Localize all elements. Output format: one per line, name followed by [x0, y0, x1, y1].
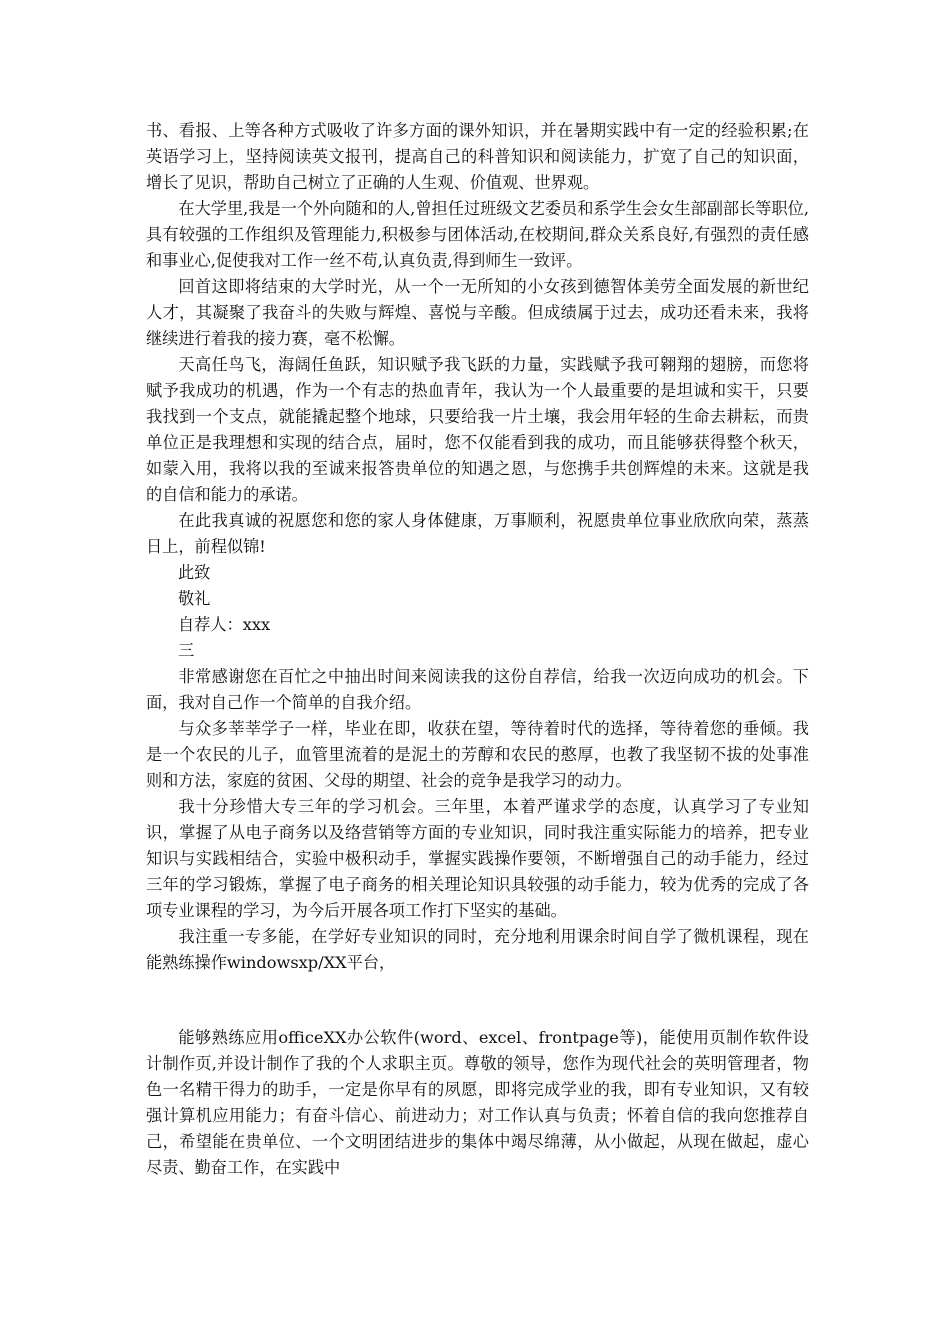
section-number: 三 [178, 641, 195, 660]
paragraph-7: 与众多莘莘学子一样，毕业在即，收获在望，等待着时代的选择，等待着您的垂倾。我是一个农民的儿子，血管里流着的是泥土的芳醇和农民的憨厚，也教了我坚韧不拔的处事准则和方法，家庭的贫困、父母的期望、社会的竞争是我学习的动力。 [146, 719, 809, 790]
paragraph-2: 在大学里,我是一个外向随和的人,曾担任过班级文艺委员和系学生会女生部副部长等职位,具有较强的工作组织及管理能力,积极参与团体活动,在校期间,群众关系良好,有强烈的责任感和事业心,促使我对工作一丝不苟,认真负责,得到师生一致评。 [146, 199, 809, 270]
document-page [146, 118, 809, 1181]
paragraph-4: 天高任鸟飞，海阔任鱼跃，知识赋予我飞跃的力量，实践赋予我可翱翔的翅膀，而您将赋予我成功的机遇，作为一个有志的热血青年，我认为一个人最重要的是坦诚和实干，只要我找到一个支点，就能撬起整个地球，只要给我一片土壤，我会用年轻的生命去耕耘，而贵单位正是我理想和实现的结合点，届时，您不仅能看到我的成功，而且能够获得整个秋天，如蒙入用，我将以我的至诚来报答贵单位的知遇之恩，与您携手共创辉煌的未来。这就是我的自信和能力的承诺。 [146, 355, 809, 504]
paragraph-gap [146, 976, 809, 1025]
closing-regards: 敬礼 [178, 589, 211, 608]
paragraph-10: 能够熟练应用officeXX办公软件(word、excel、frontpage等)，能使用页制作软件设计制作页,并设计制作了我的个人求职主页。尊敬的领导，您作为现代社会的英明管理者，物色一名精干得力的助手，一定是你早有的夙愿，即将完成学业的我，即有专业知识，又有较强计算机应用能力；有奋斗信心、前进动力；对工作认真与负责；怀着自信的我向您推荐自己，希望能在贵单位、一个文明团结进步的集体中竭尽绵薄，从小做起，从现在做起，虚心尽责、勤奋工作，在实践中 [146, 1028, 809, 1177]
paragraph-9: 我注重一专多能，在学好专业知识的同时，充分地利用课余时间自学了微机课程，现在能熟练操作windowsxp/XX平台， [146, 927, 809, 972]
signature: 自荐人：xxx [178, 615, 271, 634]
paragraph-8: 我十分珍惜大专三年的学习机会。三年里，本着严谨求学的态度，认真学习了专业知识，掌握了从电子商务以及络营销等方面的专业知识，同时我注重实际能力的培养，把专业知识与实践相结合，实验中极积动手，掌握实践操作要领，不断增强自己的动手能力，经过三年的学习锻炼，掌握了电子商务的相关理论知识具较强的动手能力，较为优秀的完成了各项专业课程的学习，为今后开展各项工作打下坚实的基础。 [146, 797, 809, 920]
paragraph-3: 回首这即将结束的大学时光，从一个一无所知的小女孩到德智体美劳全面发展的新世纪人才，其凝聚了我奋斗的失败与辉煌、喜悦与辛酸。但成绩属于过去，成功还看未来，我将继续进行着我的接力赛，毫不松懈。 [146, 277, 809, 348]
closing-salutation: 此致 [178, 563, 211, 582]
paragraph-5: 在此我真诚的祝愿您和您的家人身体健康，万事顺利，祝愿贵单位事业欣欣向荣，蒸蒸日上，前程似锦! [146, 511, 809, 556]
paragraph-6: 非常感谢您在百忙之中抽出时间来阅读我的这份自荐信，给我一次迈向成功的机会。下面，我对自己作一个简单的自我介绍。 [146, 667, 809, 712]
paragraph-1: 书、看报、上等各种方式吸收了许多方面的课外知识，并在暑期实践中有一定的经验积累;在英语学习上，坚持阅读英文报刊，提高自己的科普知识和阅读能力，扩宽了自己的知识面，增长了见识，帮助自己树立了正确的人生观、价值观、世界观。 [146, 121, 809, 192]
